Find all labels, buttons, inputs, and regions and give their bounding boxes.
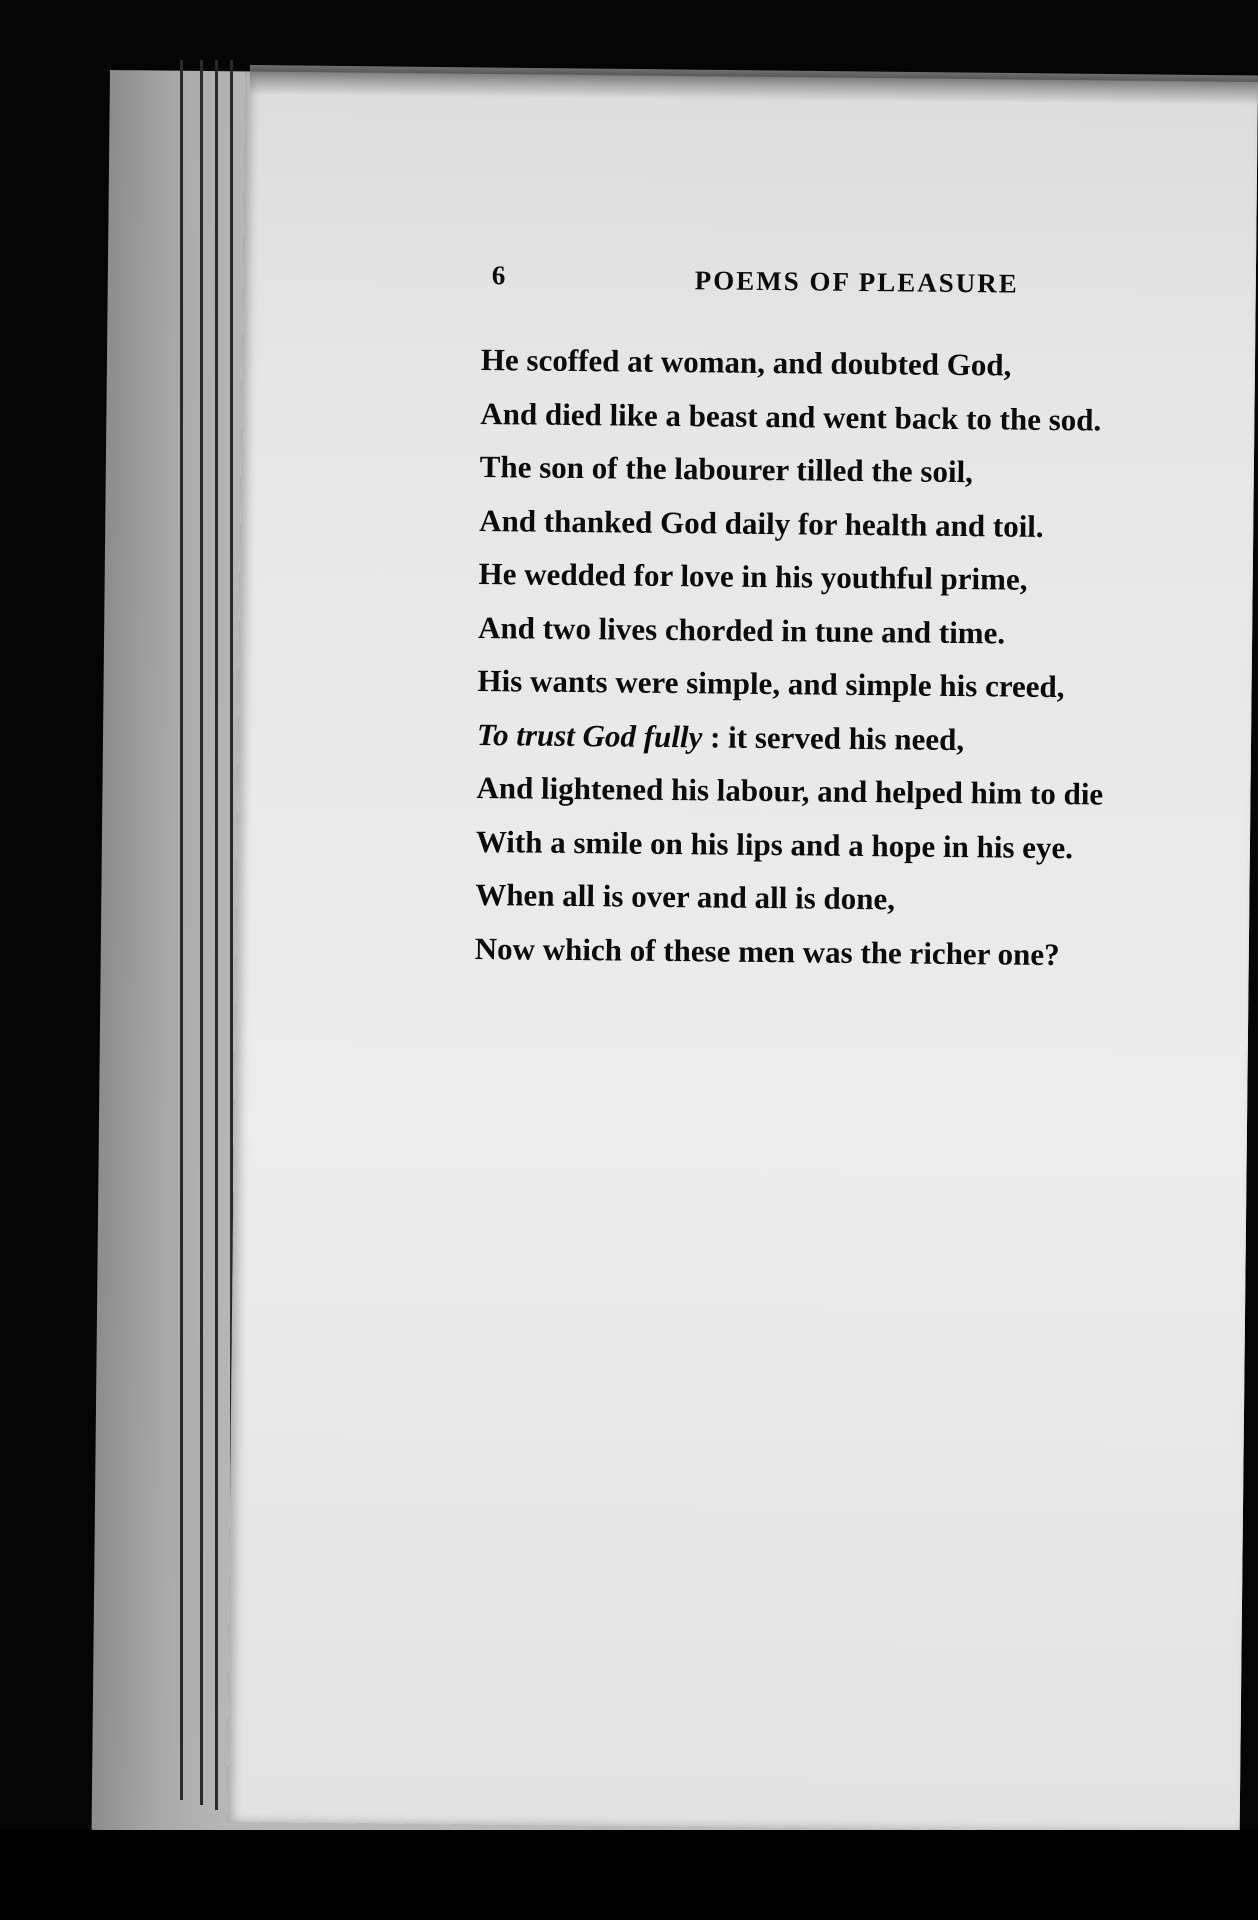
scan-background-bottom — [0, 1830, 1258, 1920]
poem-line: He wedded for love in his youthful prime, — [478, 555, 1028, 597]
poem-line: And lightened his labour, and helped him to die — [476, 769, 1104, 812]
poem-line-emphasis: To trust God fully — [476, 716, 703, 754]
poem-line: And thanked God daily for health and toil. — [479, 502, 1044, 544]
page-edge — [200, 60, 203, 1805]
page-edge — [215, 60, 218, 1810]
poem-line: The son of the labourer tilled the soil, — [479, 448, 974, 490]
poem-line: And died like a beast and went back to the sod. — [480, 395, 1102, 437]
page-header — [481, 255, 1241, 313]
poem-line: He scoffed at woman, and doubted God, — [480, 341, 1012, 383]
running-head: POEMS OF PLEASURE — [694, 265, 1019, 299]
poem-line — [477, 707, 1238, 768]
page-edge — [180, 60, 183, 1800]
poem-line-rest: : it served his need, — [702, 718, 965, 757]
page-text — [474, 255, 1241, 983]
page-number: 6 — [491, 260, 508, 291]
poem — [474, 333, 1241, 983]
poem-line: And two lives chorded in tune and time. — [477, 609, 1006, 650]
poem-line: When all is over and all is done, — [475, 876, 896, 917]
poem-line: Now which of these men was the richer one? — [474, 930, 1060, 972]
poem-line: With a smile on his lips and a hope in his eye. — [475, 823, 1074, 865]
poem-line: His wants were simple, and simple his creed, — [477, 662, 1065, 705]
